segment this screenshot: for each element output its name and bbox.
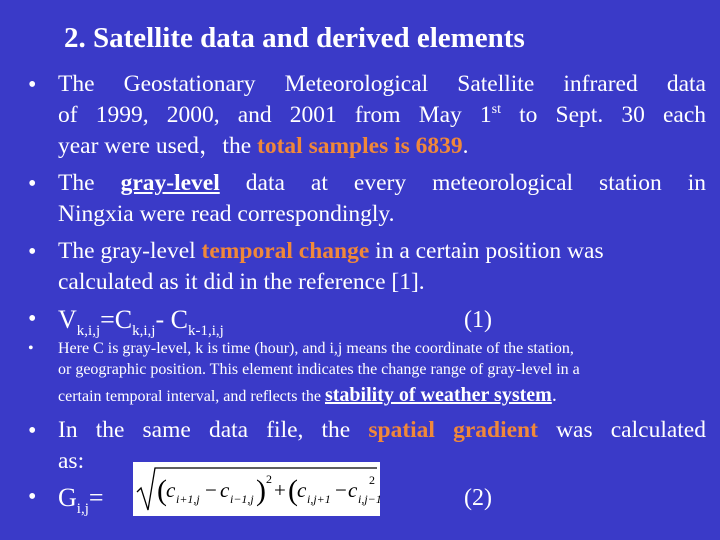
svg-text:c: c <box>348 478 358 502</box>
bullet4-line2: or geographic position. This element indicates the change range of gray-level in a <box>58 361 580 378</box>
svg-text:c: c <box>166 478 176 502</box>
svg-text:i,j+1: i,j+1 <box>307 492 331 506</box>
svg-text:(: ( <box>288 474 298 507</box>
bullet2-line1 <box>58 172 706 196</box>
svg-text:i+1,j: i+1,j <box>176 492 200 506</box>
gradient-formula-image <box>133 462 380 516</box>
bullet3-line1-a: The gray-level <box>58 238 202 264</box>
bullet1-line2-a: of 1999, 2000, and 2001 from May 1 <box>58 102 492 128</box>
bullet1-line3-b: . <box>462 133 469 159</box>
bullet-marker: • <box>28 484 37 510</box>
bullet5-line1-b: was calculated <box>537 417 706 443</box>
sqrt-formula-graphic <box>133 462 380 516</box>
eq1-equals-c: =C <box>100 305 133 334</box>
svg-text:−: − <box>335 478 347 502</box>
bullet3-line2: calculated as it did in the reference [1]. <box>58 269 425 295</box>
bullet-marker: • <box>28 171 37 197</box>
slide-title: 2. Satellite data and derived elements <box>64 22 525 54</box>
bullet1-line3-a: year were used，the <box>58 133 258 159</box>
eq1-v-subscript: k,i,j <box>76 323 101 339</box>
bullet-marker: • <box>28 340 34 357</box>
temporal-change-highlight: temporal change <box>201 238 370 264</box>
svg-text:+: + <box>274 478 286 502</box>
svg-text:−: − <box>205 478 217 502</box>
bullet2-line1-a: The <box>58 170 121 196</box>
bullet-marker: • <box>28 72 37 98</box>
bullet2-line2: Ningxia were read correspondingly. <box>58 201 395 227</box>
spatial-gradient-highlight: spatial gradient <box>368 417 538 443</box>
equation-1 <box>58 305 224 339</box>
bullet1-line3 <box>58 135 706 159</box>
equation-2-label <box>58 483 104 517</box>
bullet4-line3-a: certain temporal interval, and reflects the <box>58 388 325 405</box>
bullet3-line1-b: in a certain position was <box>369 238 604 264</box>
bullet4-line3 <box>58 385 557 405</box>
eq2-equals: = <box>88 483 104 512</box>
svg-text:c: c <box>220 478 230 502</box>
bullet5-line2: as: <box>58 448 85 474</box>
bullet4-line3-b: . <box>551 384 557 406</box>
equation-2-number: (2) <box>464 485 492 511</box>
bullet2-line1-b: data at every meteorological station in <box>219 170 707 196</box>
bullet1-line1: The Geostationary Meteorological Satellite infrared data <box>58 71 706 97</box>
bullet3-line1 <box>58 240 706 264</box>
eq1-c2-subscript: k-1,i,j <box>187 323 224 339</box>
total-samples-highlight: total samples is 6839 <box>257 133 463 159</box>
bullet-marker: • <box>28 239 37 265</box>
svg-text:c: c <box>297 478 307 502</box>
svg-text:i,j−1: i,j−1 <box>358 492 380 506</box>
gray-level-underlined: gray-level <box>120 170 220 196</box>
bullet1-line2-b: to Sept. 30 each <box>501 102 707 128</box>
svg-text:2: 2 <box>369 473 375 487</box>
bullet-marker: • <box>28 418 37 444</box>
bullet4-line1: Here C is gray-level, k is time (hour), and i,j means the coordinate of the station, <box>58 340 574 357</box>
svg-text:2: 2 <box>266 472 272 486</box>
eq2-g-subscript: i,j <box>76 501 89 517</box>
bullet5-line1 <box>58 419 706 443</box>
weather-stability-underlined: stability of weather system <box>324 384 552 406</box>
bullet5-line1-a: In the same data file, the <box>58 417 369 443</box>
eq2-g: G <box>58 483 77 512</box>
svg-text:): ) <box>256 474 266 507</box>
eq1-minus-c: - C <box>155 305 188 334</box>
svg-text:(: ( <box>157 474 167 507</box>
bullet1-line2 <box>58 104 706 128</box>
svg-text:i−1,j: i−1,j <box>230 492 254 506</box>
eq1-v: V <box>58 305 77 334</box>
bullet-marker: • <box>28 306 37 332</box>
ordinal-superscript: st <box>491 102 502 117</box>
equation-1-number: (1) <box>464 307 492 333</box>
eq1-c1-subscript: k,i,j <box>132 323 156 339</box>
